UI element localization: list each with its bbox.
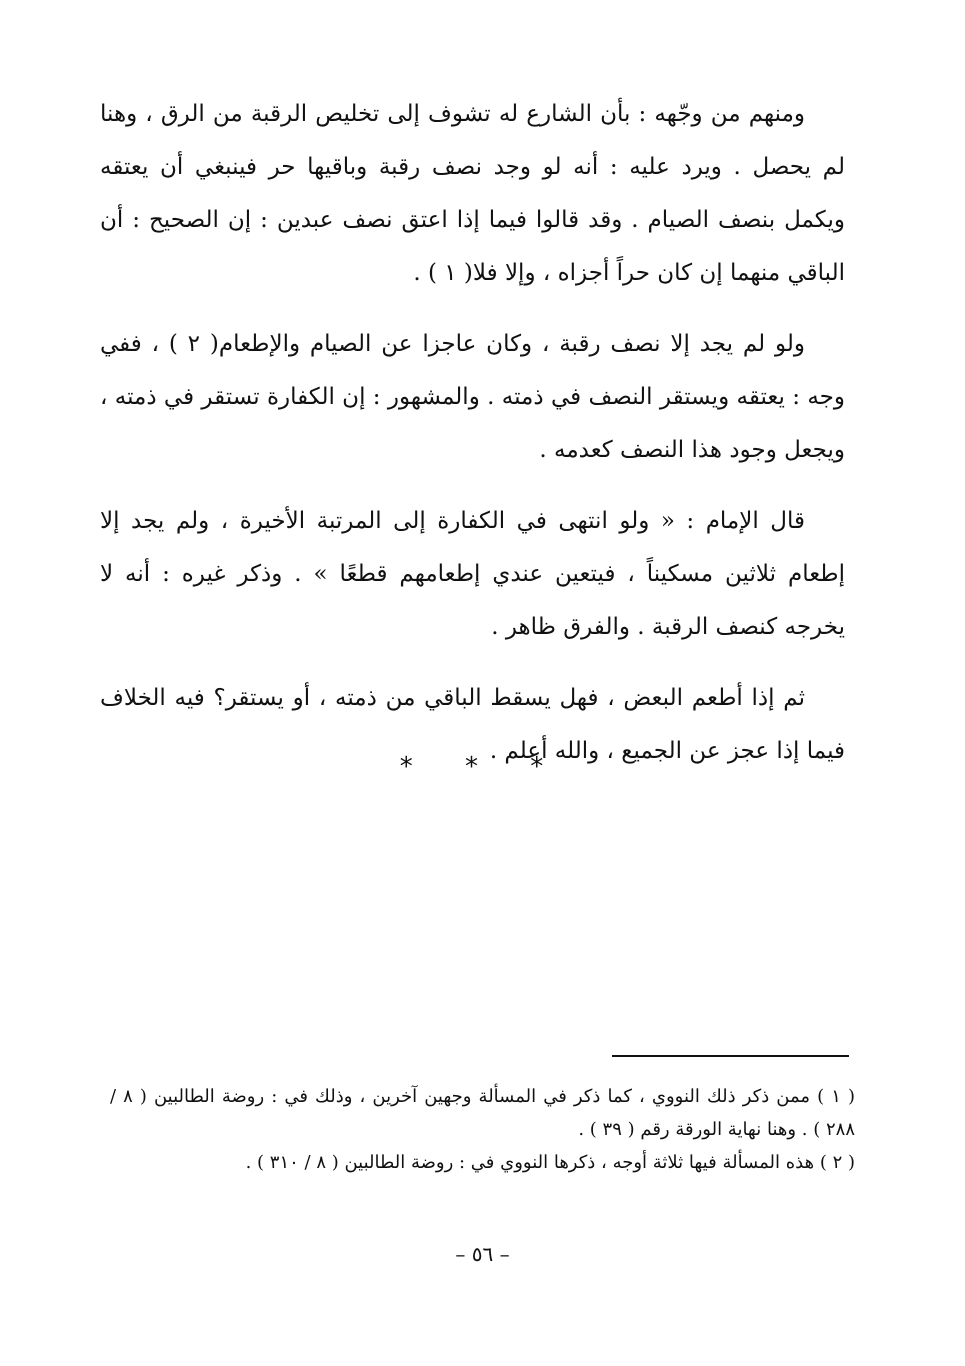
main-text [100, 88, 845, 796]
page-number: – ٥٦ – [455, 1242, 510, 1266]
footnote-2: ( ٢ ) هذه المسألة فيها ثلاثة أوجه ، ذكرها النووي في : روضة الطالبين ( ٨ / ٣١٠ ) . [245, 1152, 855, 1173]
paragraph-4: ثم إذا أطعم البعض ، فهل يسقط الباقي من ذمته ، أو يستقر؟ فيه الخلاف فيما إذا عجز عن الجميع ، والله أعلم . [100, 685, 845, 764]
paragraph-1: ومنهم من وجّهه : بأن الشارع له تشوف إلى تخليص الرقبة من الرق ، وهنا لم يحصل . ويرد عليه : أنه لو وجد نصف رقبة وباقيها حر فينبغي أن يعتقه ويكمل بنصف الصيام . وقد قالوا فيما إذا اعتق نصف عبدين : إن الصحيح : أن الباقي منهما إن كان حراً أجزاه ، وإلا فلا( ١ ) . [100, 101, 845, 286]
paragraph-3: قال الإمام : « ولو انتهى في الكفارة إلى المرتبة الأخيرة ، ولم يجد إلا إطعام ثلاثين مسكيناً ، فيتعين عندي إطعامهم قطعًا » . وذكر غيره : أنه لا يخرجه كنصف الرقبة . والفرق ظاهر . [100, 508, 845, 640]
footnote-divider [612, 1055, 849, 1057]
footnote-1: ( ١ ) ممن ذكر ذلك النووي ، كما ذكر في المسألة وجهين آخرين ، وذلك في : روضة الطالبين ( ٨ / ٢٨٨ ) . وهنا نهاية الورقة رقم ( ٣٩ ) . [110, 1086, 855, 1140]
footnotes [110, 1080, 855, 1179]
paragraph-2: ولو لم يجد إلا نصف رقبة ، وكان عاجزا عن الصيام والإطعام( ٢ ) ، ففي وجه : يعتقه ويستقر النصف في ذمته . والمشهور : إن الكفارة تستقر في ذمته ، ويجعل وجود هذا النصف كعدمه . [100, 331, 845, 463]
section-separator: * * * [399, 752, 566, 782]
